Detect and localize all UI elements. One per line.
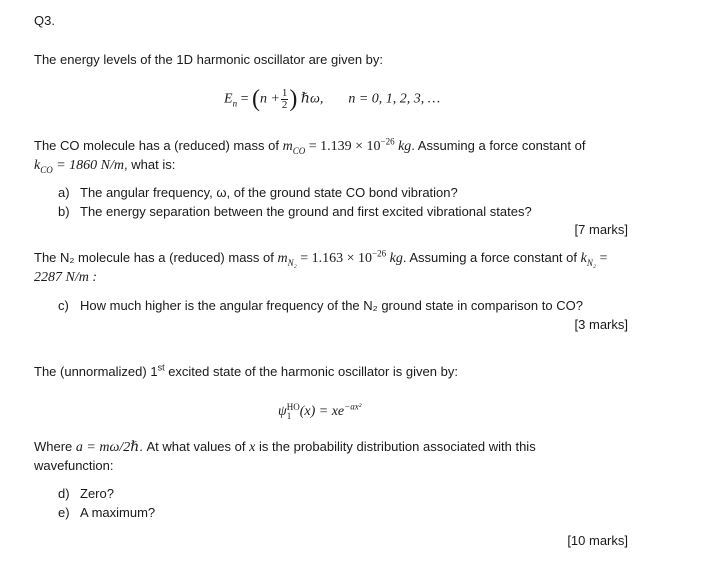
half-fraction bbox=[281, 88, 289, 111]
psi-sub: 1 bbox=[286, 411, 292, 421]
excited-text-a: The (unnormalized) 1 bbox=[34, 364, 158, 379]
part-a-label: a) bbox=[58, 185, 70, 200]
fraction-denominator: 2 bbox=[281, 99, 288, 111]
n2-mass-exp: −26 bbox=[372, 248, 387, 259]
part-c bbox=[58, 298, 583, 313]
co-k-symbol: k bbox=[34, 158, 41, 173]
co-line-1 bbox=[34, 138, 585, 155]
where-text-a: Where bbox=[34, 439, 76, 454]
excited-sup: st bbox=[157, 362, 165, 373]
co-mass-exp: −26 bbox=[380, 136, 395, 147]
n2-k-equals: = bbox=[595, 251, 608, 266]
intro-text: The energy levels of the 1D harmonic oscillator are given by: bbox=[34, 52, 384, 67]
equals-sign: = bbox=[240, 91, 249, 107]
energy-equation bbox=[224, 86, 440, 113]
n2-line-1 bbox=[34, 250, 607, 267]
where-text-c: is the probability distribution associated with this bbox=[255, 439, 536, 454]
fraction-numerator: 1 bbox=[281, 87, 288, 99]
n-range: n = 0, 1, 2, 3, … bbox=[348, 91, 441, 107]
part-e-label: e) bbox=[58, 505, 70, 520]
where-line-1 bbox=[34, 439, 536, 456]
left-paren: ( bbox=[251, 86, 260, 112]
part-c-text: How much higher is the angular frequency of the N₂ ground state in comparison to CO? bbox=[80, 298, 583, 313]
n2-k-sub: N₂ bbox=[586, 257, 596, 268]
marks-1: [7 marks] bbox=[574, 222, 628, 237]
hbar-omega: ℏω, bbox=[300, 91, 324, 107]
co-text-b: . Assuming a force constant of bbox=[411, 138, 586, 153]
co-mass-symbol: m bbox=[282, 139, 293, 154]
part-a bbox=[58, 185, 458, 200]
n2-line-2: 2287 N/m : bbox=[34, 270, 97, 285]
psi-arg: (x) = xe bbox=[299, 404, 345, 420]
psi-sup: HO bbox=[286, 402, 300, 412]
part-c-label: c) bbox=[58, 298, 69, 313]
co-text-c: , what is: bbox=[124, 157, 176, 172]
where-text-b: . At what values of bbox=[139, 439, 250, 454]
n2-mass-unit: kg bbox=[386, 251, 403, 266]
n2-text-b: . Assuming a force constant of bbox=[402, 250, 581, 265]
psi-equation bbox=[278, 403, 361, 421]
part-d-text: Zero? bbox=[80, 486, 114, 501]
co-text-a: The CO molecule has a (reduced) mass of bbox=[34, 138, 283, 153]
right-paren: ) bbox=[289, 86, 298, 112]
co-k-sub: CO bbox=[40, 164, 53, 175]
psi-exp: −ax² bbox=[344, 401, 362, 412]
psi-symbol: ψ bbox=[278, 404, 287, 420]
n2-k-symbol: k bbox=[580, 251, 587, 266]
co-mass-sub: CO bbox=[292, 145, 306, 156]
n2-mass-symbol: m bbox=[277, 251, 288, 266]
energy-symbol: E bbox=[224, 91, 233, 107]
co-line-2 bbox=[34, 157, 175, 174]
co-k-value: = 1860 N/m bbox=[52, 158, 125, 173]
where-line-2: wavefunction: bbox=[34, 458, 114, 473]
n2-mass-value: = 1.163 × 10 bbox=[296, 251, 373, 266]
co-mass-value: = 1.139 × 10 bbox=[305, 139, 381, 154]
part-b-text: The energy separation between the ground and first excited vibrational states? bbox=[80, 204, 532, 219]
part-a-text: The angular frequency, ω, of the ground state CO bond vibration? bbox=[80, 185, 458, 200]
n-plus: n + bbox=[259, 91, 280, 107]
part-e bbox=[58, 505, 155, 520]
part-b-label: b) bbox=[58, 204, 70, 219]
part-b bbox=[58, 204, 532, 219]
part-e-text: A maximum? bbox=[80, 505, 156, 520]
co-mass-unit: kg bbox=[394, 139, 412, 154]
marks-2: [3 marks] bbox=[574, 317, 628, 332]
where-eq: a = mω/2ℏ bbox=[75, 440, 140, 455]
marks-3: [10 marks] bbox=[567, 533, 628, 548]
energy-subscript: n bbox=[232, 98, 238, 109]
question-label: Q3. bbox=[34, 13, 55, 28]
n2-text-a: The N₂ molecule has a (reduced) mass of bbox=[34, 250, 278, 265]
excited-intro bbox=[34, 364, 458, 379]
part-d-label: d) bbox=[58, 486, 70, 501]
n2-mass-sub: N₂ bbox=[287, 257, 297, 268]
excited-text-b: excited state of the harmonic oscillator is given by: bbox=[164, 364, 458, 379]
part-d bbox=[58, 486, 114, 501]
where-x: x bbox=[249, 440, 256, 455]
